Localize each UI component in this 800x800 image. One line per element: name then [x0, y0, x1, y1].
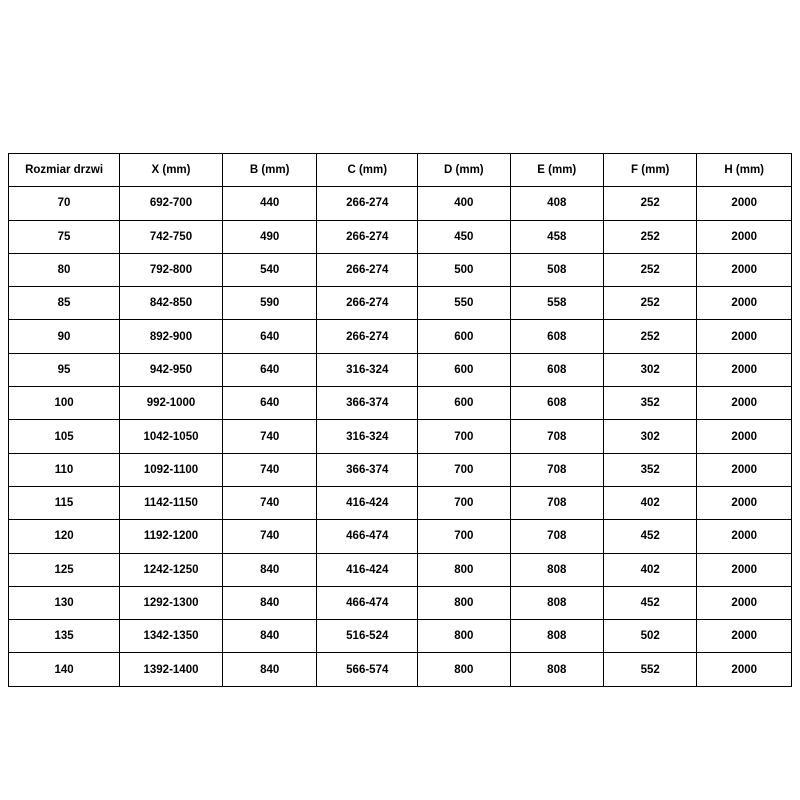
cell-d: 800: [418, 586, 510, 619]
cell-b: 740: [222, 420, 317, 453]
column-header-d: D (mm): [418, 154, 510, 187]
cell-c: 316-324: [317, 420, 418, 453]
cell-size: 100: [9, 387, 120, 420]
cell-x: 1342-1350: [120, 620, 223, 653]
cell-f: 302: [604, 420, 697, 453]
cell-b: 740: [222, 486, 317, 519]
cell-c: 416-424: [317, 553, 418, 586]
cell-b: 590: [222, 287, 317, 320]
cell-b: 740: [222, 520, 317, 553]
cell-e: 408: [510, 187, 603, 220]
cell-d: 700: [418, 486, 510, 519]
cell-h: 2000: [697, 553, 792, 586]
cell-x: 892-900: [120, 320, 223, 353]
cell-e: 458: [510, 220, 603, 253]
cell-f: 352: [604, 387, 697, 420]
cell-h: 2000: [697, 253, 792, 286]
cell-b: 490: [222, 220, 317, 253]
cell-x: 1092-1100: [120, 453, 223, 486]
cell-d: 450: [418, 220, 510, 253]
table-row: [9, 387, 792, 420]
cell-h: 2000: [697, 420, 792, 453]
cell-c: 266-274: [317, 287, 418, 320]
cell-b: 840: [222, 553, 317, 586]
cell-h: 2000: [697, 586, 792, 619]
column-header-x: X (mm): [120, 154, 223, 187]
cell-x: 1042-1050: [120, 420, 223, 453]
cell-size: 110: [9, 453, 120, 486]
cell-f: 252: [604, 220, 697, 253]
column-header-f: F (mm): [604, 154, 697, 187]
cell-size: 80: [9, 253, 120, 286]
cell-size: 95: [9, 353, 120, 386]
table-row: [9, 520, 792, 553]
table-row: [9, 453, 792, 486]
cell-c: 516-524: [317, 620, 418, 653]
cell-f: 252: [604, 253, 697, 286]
cell-c: 366-374: [317, 387, 418, 420]
cell-x: 842-850: [120, 287, 223, 320]
cell-h: 2000: [697, 220, 792, 253]
cell-h: 2000: [697, 320, 792, 353]
column-header-rozmiar-drzwi: Rozmiar drzwi: [9, 154, 120, 187]
cell-d: 700: [418, 420, 510, 453]
cell-f: 252: [604, 320, 697, 353]
cell-size: 120: [9, 520, 120, 553]
cell-h: 2000: [697, 387, 792, 420]
cell-x: 1292-1300: [120, 586, 223, 619]
table-row: [9, 253, 792, 286]
table-header-row: [9, 154, 792, 187]
cell-h: 2000: [697, 287, 792, 320]
cell-x: 1392-1400: [120, 653, 223, 686]
table-row: [9, 420, 792, 453]
cell-f: 252: [604, 287, 697, 320]
table-body: [9, 187, 792, 686]
table-row: [9, 320, 792, 353]
cell-c: 266-274: [317, 320, 418, 353]
cell-b: 840: [222, 653, 317, 686]
cell-c: 466-474: [317, 520, 418, 553]
cell-x: 692-700: [120, 187, 223, 220]
column-header-b: B (mm): [222, 154, 317, 187]
table-row: [9, 586, 792, 619]
cell-size: 75: [9, 220, 120, 253]
table-row: [9, 486, 792, 519]
cell-e: 608: [510, 320, 603, 353]
cell-b: 840: [222, 586, 317, 619]
table-row: [9, 353, 792, 386]
cell-f: 252: [604, 187, 697, 220]
cell-f: 552: [604, 653, 697, 686]
column-header-c: C (mm): [317, 154, 418, 187]
cell-e: 708: [510, 420, 603, 453]
cell-e: 708: [510, 520, 603, 553]
cell-d: 800: [418, 620, 510, 653]
cell-b: 540: [222, 253, 317, 286]
cell-e: 608: [510, 353, 603, 386]
table-row: [9, 653, 792, 686]
cell-f: 302: [604, 353, 697, 386]
cell-f: 402: [604, 553, 697, 586]
cell-c: 266-274: [317, 220, 418, 253]
cell-x: 1242-1250: [120, 553, 223, 586]
cell-h: 2000: [697, 486, 792, 519]
cell-d: 550: [418, 287, 510, 320]
cell-e: 608: [510, 387, 603, 420]
table-row: [9, 220, 792, 253]
cell-d: 400: [418, 187, 510, 220]
cell-b: 440: [222, 187, 317, 220]
cell-size: 130: [9, 586, 120, 619]
cell-f: 502: [604, 620, 697, 653]
cell-size: 105: [9, 420, 120, 453]
table-row: [9, 287, 792, 320]
cell-c: 566-574: [317, 653, 418, 686]
cell-h: 2000: [697, 520, 792, 553]
cell-x: 1192-1200: [120, 520, 223, 553]
cell-d: 800: [418, 553, 510, 586]
cell-f: 402: [604, 486, 697, 519]
cell-d: 600: [418, 387, 510, 420]
cell-size: 135: [9, 620, 120, 653]
cell-e: 708: [510, 453, 603, 486]
cell-c: 416-424: [317, 486, 418, 519]
cell-e: 808: [510, 620, 603, 653]
cell-c: 266-274: [317, 253, 418, 286]
cell-size: 70: [9, 187, 120, 220]
cell-d: 700: [418, 453, 510, 486]
door-size-table: [8, 153, 792, 687]
cell-e: 808: [510, 586, 603, 619]
cell-d: 800: [418, 653, 510, 686]
cell-e: 808: [510, 553, 603, 586]
column-header-e: E (mm): [510, 154, 603, 187]
cell-d: 500: [418, 253, 510, 286]
size-table-container: [8, 153, 792, 687]
cell-x: 1142-1150: [120, 486, 223, 519]
cell-h: 2000: [697, 353, 792, 386]
cell-size: 90: [9, 320, 120, 353]
cell-c: 266-274: [317, 187, 418, 220]
cell-size: 140: [9, 653, 120, 686]
cell-h: 2000: [697, 620, 792, 653]
cell-e: 708: [510, 486, 603, 519]
cell-e: 558: [510, 287, 603, 320]
cell-e: 508: [510, 253, 603, 286]
cell-x: 942-950: [120, 353, 223, 386]
table-header: [9, 154, 792, 187]
cell-b: 740: [222, 453, 317, 486]
cell-x: 992-1000: [120, 387, 223, 420]
cell-size: 125: [9, 553, 120, 586]
cell-f: 452: [604, 520, 697, 553]
cell-h: 2000: [697, 187, 792, 220]
cell-b: 840: [222, 620, 317, 653]
cell-d: 600: [418, 320, 510, 353]
cell-c: 366-374: [317, 453, 418, 486]
cell-h: 2000: [697, 453, 792, 486]
table-row: [9, 553, 792, 586]
cell-f: 452: [604, 586, 697, 619]
cell-b: 640: [222, 320, 317, 353]
column-header-h: H (mm): [697, 154, 792, 187]
cell-c: 316-324: [317, 353, 418, 386]
cell-b: 640: [222, 387, 317, 420]
cell-x: 792-800: [120, 253, 223, 286]
cell-d: 700: [418, 520, 510, 553]
cell-f: 352: [604, 453, 697, 486]
cell-x: 742-750: [120, 220, 223, 253]
cell-h: 2000: [697, 653, 792, 686]
cell-d: 600: [418, 353, 510, 386]
cell-size: 115: [9, 486, 120, 519]
cell-e: 808: [510, 653, 603, 686]
table-row: [9, 187, 792, 220]
cell-size: 85: [9, 287, 120, 320]
cell-b: 640: [222, 353, 317, 386]
cell-c: 466-474: [317, 586, 418, 619]
table-row: [9, 620, 792, 653]
